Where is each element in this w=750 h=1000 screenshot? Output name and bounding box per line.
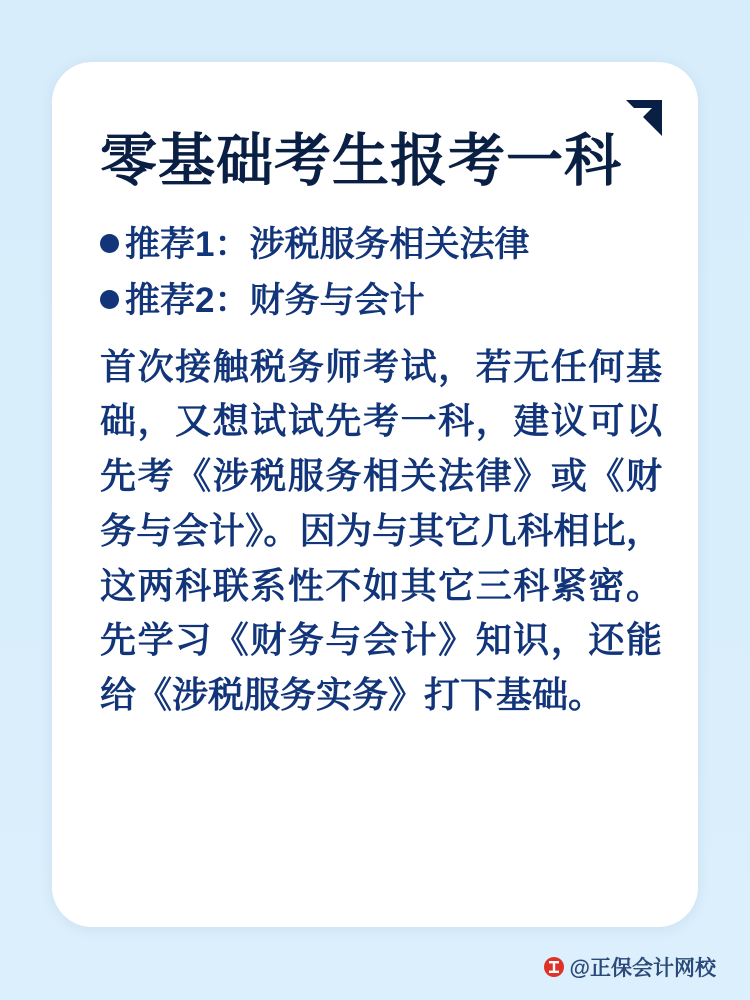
zhengbao-logo-icon — [543, 956, 565, 978]
page-title: 零基础考生报考一科 — [100, 129, 622, 193]
recommendation-label: 推荐2：财务与会计 — [125, 281, 425, 321]
recommendation-label: 推荐1：涉税服务相关法律 — [125, 224, 530, 264]
list-item — [100, 275, 662, 328]
bullet-icon — [100, 290, 119, 309]
list-item — [100, 219, 662, 272]
card-content — [100, 130, 662, 723]
body-paragraph: 首次接触税务师考试，若无任何基础，又想试试先考一科，建议可以先考《涉税服务相关法律》或《财务与会计》。因为与其它几科相比，这两科联系性不如其它三科紧密。先学习《财务与会计》知识，还能给《涉税服务实务》打下基础。 — [100, 345, 662, 715]
content-card — [52, 62, 698, 927]
watermark — [543, 952, 716, 982]
bullet-icon — [100, 234, 119, 253]
watermark-text: @正保会计网校 — [569, 957, 716, 980]
recommendation-list — [100, 219, 662, 328]
